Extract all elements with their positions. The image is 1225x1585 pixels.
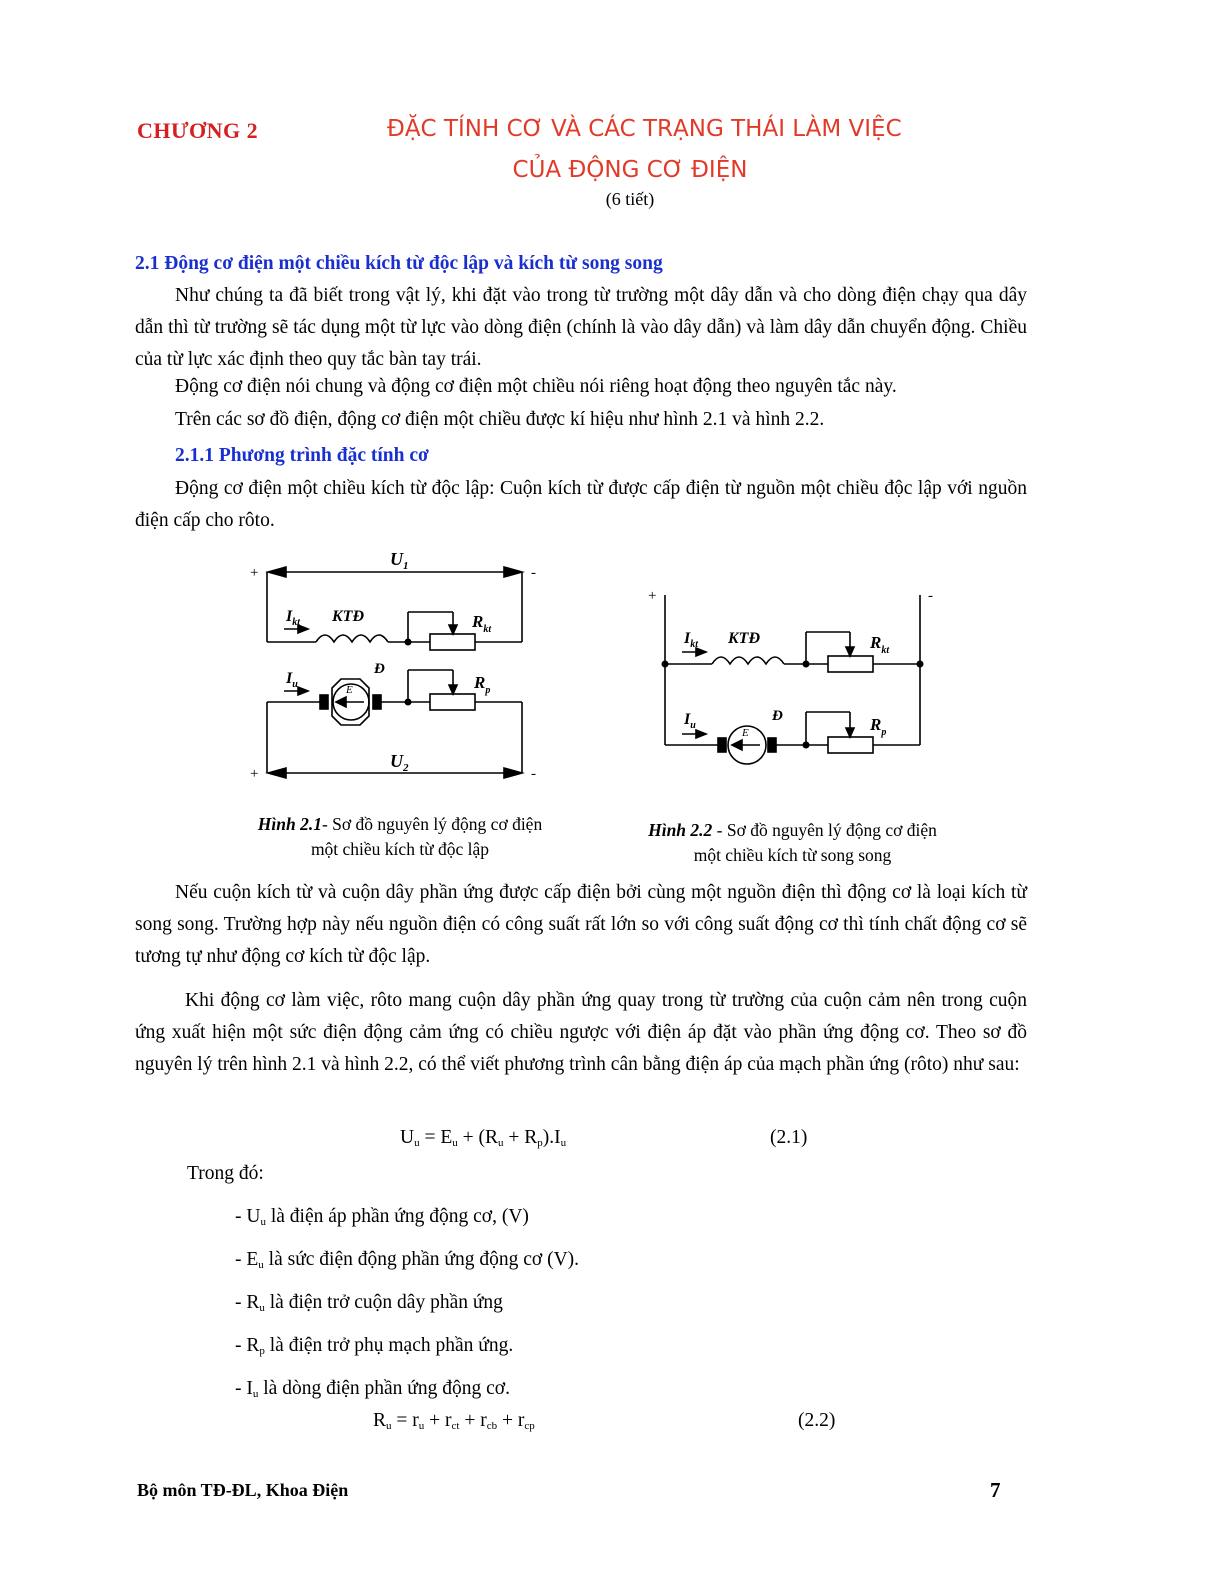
- chapter-label: CHƯƠNG 2: [137, 118, 259, 143]
- fig2-rkt-sub: kt: [881, 645, 890, 656]
- eq2-ru-sub: u: [418, 1420, 425, 1432]
- fig2-ktd: KTĐ: [728, 630, 760, 647]
- fig2-rp: R: [870, 715, 882, 734]
- eq2-rcp: + r: [501, 1410, 525, 1431]
- def-sub: u: [260, 1216, 266, 1228]
- fig1-ktd: KTĐ: [332, 608, 364, 625]
- def-dash: -: [235, 1249, 247, 1270]
- definition-item: [235, 1206, 529, 1228]
- fig1-iu: I: [286, 670, 293, 687]
- figure-2-2-caption: [600, 818, 985, 868]
- eq2-r-sub: u: [386, 1420, 392, 1432]
- paragraph-1-text: Như chúng ta đã biết trong vật lý, khi đặt vào trong từ trường một dây dẫn và cho dòng điện chạy qua dây dẫn thì từ trường sẽ tác dụng một từ lực vào dòng điện (chính là vào dây dẫn) và làm dây dẫn chuyển động. Chiều của từ lực xác định theo quy tắc bàn tay trái.: [135, 285, 1027, 370]
- def-text: là điện áp phần ứng động cơ, (V): [265, 1206, 529, 1227]
- fig2-rkt: R: [870, 633, 882, 652]
- eq2-ru: = r: [396, 1410, 419, 1431]
- eq1-u: U: [400, 1127, 415, 1148]
- eq1-e-sub: u: [452, 1137, 458, 1149]
- fig1-u1-sub: 1: [403, 560, 409, 572]
- figure-2-1-caption-line2: một chiều kích từ độc lập: [310, 839, 490, 859]
- fig2-minus: -: [928, 588, 933, 604]
- figure-2-2-caption-line2: một chiều kích từ song song: [693, 845, 892, 865]
- paragraph-4-text: Động cơ điện một chiều kích từ độc lập: Cuộn kích từ được cấp điện từ nguồn một chiều độc lập với nguồn điện cấp cho rôto.: [135, 478, 1027, 531]
- equation-2-1: [400, 1127, 566, 1149]
- definition-item: [235, 1378, 510, 1400]
- definition-item: [235, 1335, 513, 1357]
- def-symbol: R: [246, 1292, 260, 1313]
- ktd-coil: [316, 635, 388, 642]
- eq2-rcp-sub: cp: [524, 1420, 535, 1432]
- eq2-rct: + r: [429, 1410, 452, 1431]
- def-sub: u: [252, 1388, 259, 1400]
- figure-2-1-caption: [205, 812, 595, 862]
- equation-2-2-number: (2.2): [798, 1410, 836, 1431]
- eq1-r: + (R: [462, 1127, 499, 1148]
- fig2-iu: I: [684, 711, 691, 728]
- fig1-rp: R: [474, 673, 486, 692]
- eq1-rp-sub: p: [537, 1137, 543, 1149]
- def-dash: -: [235, 1378, 247, 1399]
- svg-text:U2: [390, 751, 409, 774]
- brush-right: [373, 695, 381, 709]
- def-text: là điện trở cuộn dây phần ứng: [264, 1292, 503, 1313]
- def-symbol: R: [246, 1335, 260, 1356]
- equation-2-1-number: (2.1): [770, 1127, 808, 1148]
- page-number: 7: [990, 1478, 1001, 1502]
- svg-text:Iu: [683, 711, 696, 731]
- fig1-iu-sub: u: [292, 679, 298, 690]
- fig1-u1: U: [390, 549, 403, 569]
- fig1-u2: U: [390, 751, 403, 771]
- figure-2-2-diagram: [640, 580, 950, 780]
- def-sub: p: [259, 1345, 265, 1357]
- fig2-iu-sub: u: [690, 720, 696, 731]
- def-text: là điện trở phụ mạch phần ứng.: [264, 1335, 514, 1356]
- fig1-u2-sub: 2: [403, 762, 409, 774]
- chapter-hours: (6 tiết): [605, 189, 655, 209]
- paragraph-5-text: Nếu cuộn kích từ và cuộn dây phần ứng được cấp điện bởi cùng một nguồn điện thì động cơ là loại kích từ song song. Trường hợp này nếu nguồn điện có công suất rất lớn so với công suất động cơ thì tính chất động cơ sẽ tương tự như động cơ kích từ độc lập.: [135, 882, 1027, 967]
- svg-text:U1: [390, 549, 409, 572]
- eq1-r-sub: u: [498, 1137, 504, 1149]
- def-sub: u: [259, 1302, 265, 1314]
- figure-2-1-caption-line1: - Sơ đồ nguyên lý động cơ điện: [321, 814, 543, 834]
- figure-2-2-label: Hình 2.2: [648, 820, 713, 840]
- subsection-heading: 2.1.1 Phương trình đặc tính cơ: [175, 445, 429, 466]
- definition-item: [235, 1249, 579, 1271]
- svg-text:Iu: [285, 670, 298, 690]
- paragraph-5: [135, 877, 1027, 973]
- fig1-e: E: [346, 684, 353, 696]
- paragraph-1: [135, 280, 1027, 376]
- rp-resistor: [430, 694, 475, 710]
- brush-left: [320, 695, 328, 709]
- def-symbol: U: [246, 1206, 261, 1227]
- fig2-plus: +: [648, 588, 657, 604]
- paragraph-6-text: Khi động cơ làm việc, rôto mang cuộn dây phần ứng quay trong từ trường của cuộn cảm nên trong cuộn ứng xuất hiện một sức điện động cảm ứng có chiều ngược với điện áp đặt vào phần ứng động cơ. Theo sơ đồ nguyên lý trên hình 2.1 và hình 2.2, có thể viết phương trình cân bằng điện áp của mạch phần ứng (rôto) như sau:: [135, 990, 1027, 1075]
- paragraph-4: [135, 473, 1027, 537]
- svg-text:Ikt: [683, 630, 699, 650]
- rkt-resistor-2: [828, 656, 873, 672]
- def-text: là sức điện động phần ứng động cơ (V).: [263, 1249, 580, 1270]
- fig1-rp-sub: p: [485, 685, 491, 696]
- rkt-resistor: [430, 634, 475, 650]
- eq2-rcb: + r: [464, 1410, 487, 1431]
- def-symbol: I: [246, 1378, 253, 1399]
- fig1-minus-top: -: [531, 565, 536, 581]
- eq1-u-sub: u: [414, 1137, 420, 1149]
- paragraph-2: Động cơ điện nói chung và động cơ điện một chiều nói riêng hoạt động theo nguyên tắc này.: [175, 376, 897, 397]
- rp-resistor-2: [828, 737, 873, 753]
- fig1-minus-bottom: -: [531, 766, 536, 782]
- where-label: Trong đó:: [187, 1163, 264, 1184]
- definition-item: [235, 1292, 503, 1314]
- fig2-ikt: I: [684, 630, 691, 647]
- figure-2-2-caption-line1: - Sơ đồ nguyên lý động cơ điện: [716, 820, 937, 840]
- eq1-i: ).I: [542, 1127, 561, 1148]
- figure-2-1-diagram: [240, 545, 550, 790]
- def-symbol: E: [246, 1249, 259, 1270]
- chapter-title-line1: ĐẶC TÍNH CƠ VÀ CÁC TRẠNG THÁI LÀM VIỆC: [387, 116, 902, 142]
- footer-department: Bộ môn TĐ-ĐL, Khoa Điện: [137, 1480, 349, 1500]
- u1-arrow-left: [268, 567, 286, 577]
- def-dash: -: [235, 1335, 247, 1356]
- eq1-e: = E: [424, 1127, 453, 1148]
- eq2-rcb-sub: cb: [486, 1420, 498, 1432]
- paragraph-3: Trên các sơ đồ điện, động cơ điện một chiều được kí hiệu như hình 2.1 và hình 2.2.: [175, 409, 825, 430]
- svg-text:Rkt: [471, 612, 492, 635]
- figure-2-1-label: Hình 2.1: [257, 814, 322, 834]
- section-heading: 2.1 Động cơ điện một chiều kích từ độc lập và kích từ song song: [135, 253, 663, 274]
- def-dash: -: [235, 1206, 247, 1227]
- eq2-r: R: [373, 1410, 387, 1431]
- fig2-rp-sub: p: [881, 727, 887, 738]
- fig1-rkt-sub: kt: [483, 624, 492, 635]
- svg-text:Rkt: [869, 633, 890, 656]
- fig2-d: Đ: [772, 708, 783, 724]
- fig2-ikt-sub: kt: [690, 639, 699, 650]
- fig1-ikt-sub: kt: [292, 617, 301, 628]
- svg-text:Ikt: [285, 608, 301, 628]
- def-text: là dòng điện phần ứng động cơ.: [258, 1378, 510, 1399]
- fig1-plus-bottom: +: [250, 766, 259, 782]
- fig1-d: Đ: [374, 661, 385, 677]
- eq2-rct-sub: ct: [451, 1420, 460, 1432]
- ktd-coil-2: [712, 657, 784, 664]
- equation-2-2: [373, 1410, 535, 1432]
- svg-text:Rp: [473, 673, 490, 696]
- fig1-ikt: I: [286, 608, 293, 625]
- fig2-e: E: [742, 727, 749, 739]
- eq1-rp: + R: [508, 1127, 538, 1148]
- def-sub: u: [258, 1259, 264, 1271]
- fig1-plus-top: +: [250, 565, 259, 581]
- chapter-title-line2: CỦA ĐỘNG CƠ ĐIỆN: [512, 157, 748, 183]
- u1-arrow-right: [504, 567, 522, 577]
- paragraph-6: [135, 985, 1027, 1081]
- svg-text:Rp: [869, 715, 886, 738]
- eq1-i-sub: u: [560, 1137, 567, 1149]
- fig1-rkt: R: [472, 612, 484, 631]
- def-dash: -: [235, 1292, 247, 1313]
